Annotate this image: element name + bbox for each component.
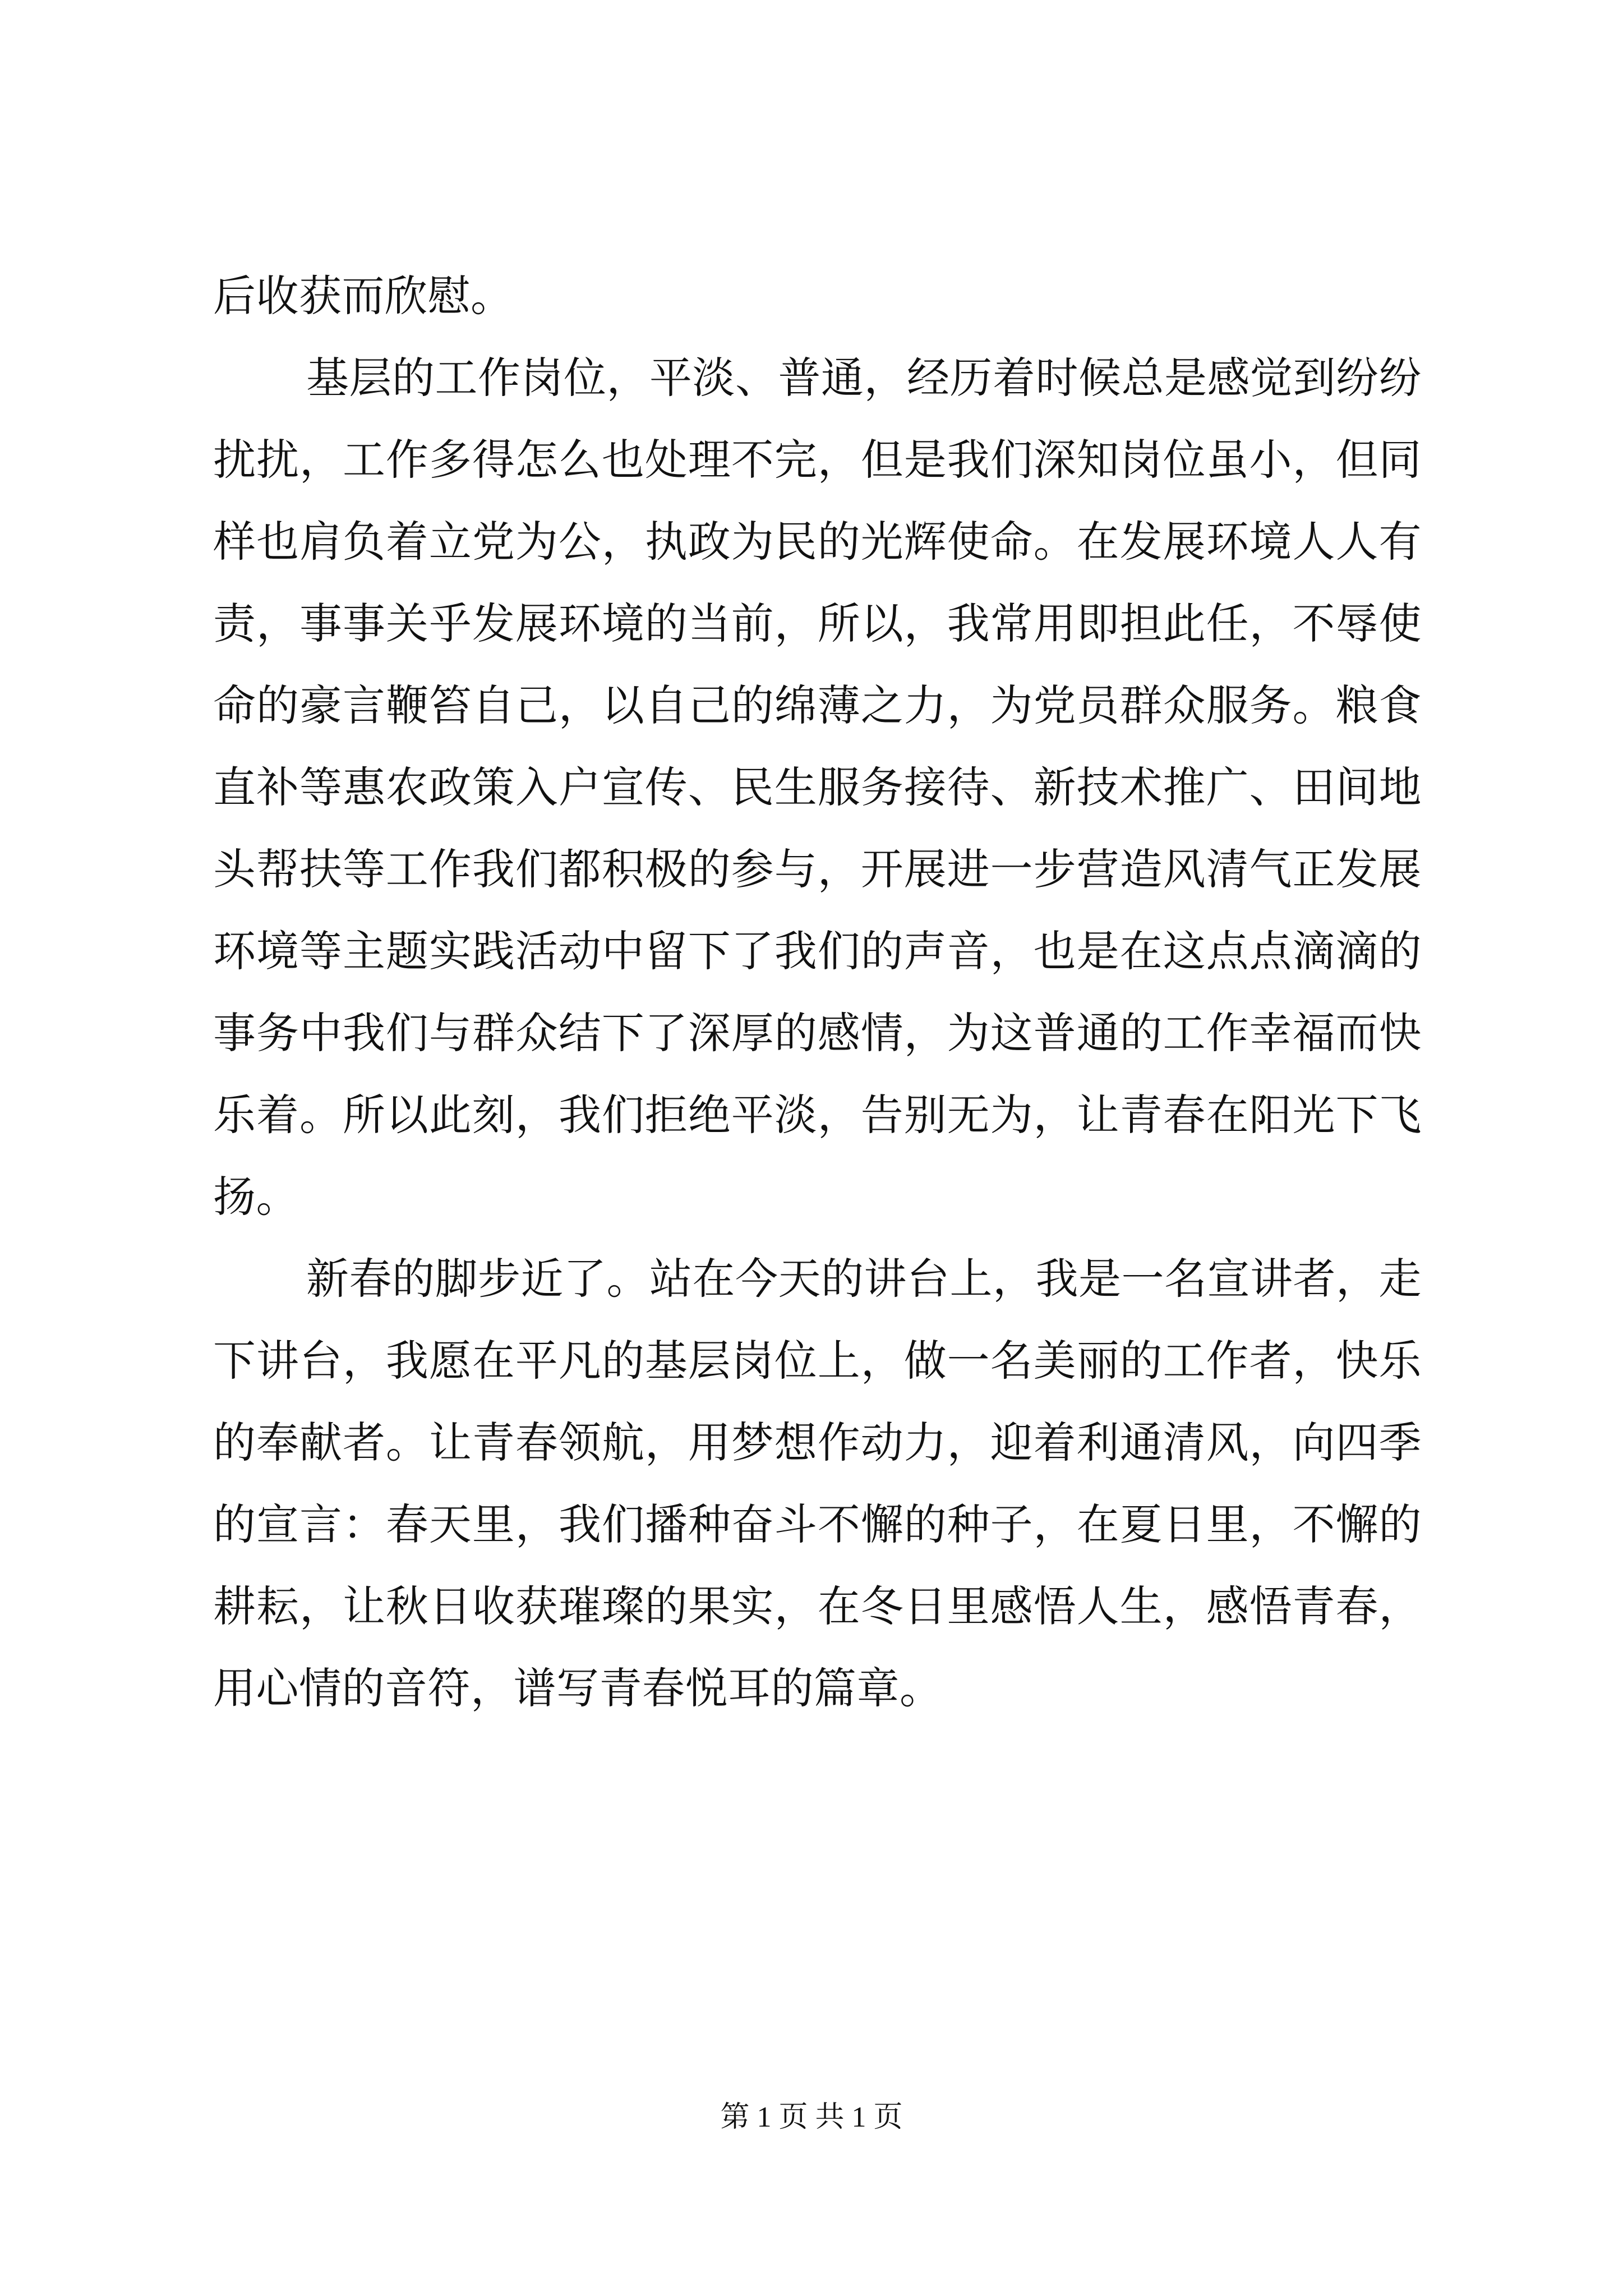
paragraph-line: 的宣言：春天里，我们播种奋斗不懈的种子，在夏日里，不懈的 xyxy=(213,1499,1422,1549)
paragraph-line: 扬。 xyxy=(213,1172,299,1222)
paragraph-1 xyxy=(213,255,1422,337)
document-body xyxy=(213,255,1422,1729)
paragraph-line: 乐着。所以此刻，我们拒绝平淡，告别无为，让青春在阳光下飞 xyxy=(213,1090,1422,1140)
paragraph-line: 环境等主题实践活动中留下了我们的声音，也是在这点点滴滴的 xyxy=(213,926,1422,976)
paragraph-line: 基层的工作岗位，平淡、普通，经历着时候总是感觉到纷纷 xyxy=(306,353,1422,403)
paragraph-line: 后收获而欣慰。 xyxy=(213,271,514,321)
paragraph-line: 扰扰，工作多得怎么也处理不完，但是我们深知岗位虽小，但同 xyxy=(213,435,1422,485)
paragraph-2 xyxy=(213,337,1422,1238)
page-number-footer: 第 1 页 共 1 页 xyxy=(720,2101,903,2133)
paragraph-line: 用心情的音符，谱写青春悦耳的篇章。 xyxy=(213,1663,943,1713)
paragraph-line: 直补等惠农政策入户宣传、民生服务接待、新技术推广、田间地 xyxy=(213,762,1422,812)
paragraph-line: 责，事事关乎发展环境的当前，所以，我常用即担此任，不辱使 xyxy=(213,599,1422,648)
paragraph-line: 下讲台，我愿在平凡的基层岗位上，做一名美丽的工作者，快乐 xyxy=(213,1336,1422,1386)
paragraph-line: 事务中我们与群众结下了深厚的感情，为这普通的工作幸福而快 xyxy=(213,1008,1422,1058)
paragraph-line: 新春的脚步近了。站在今天的讲台上，我是一名宣讲者，走 xyxy=(306,1254,1422,1304)
paragraph-3 xyxy=(213,1238,1422,1729)
paragraph-line: 耕耘，让秋日收获璀璨的果实，在冬日里感悟人生，感悟青春， xyxy=(213,1581,1422,1631)
paragraph-line: 命的豪言鞭笞自己，以自己的绵薄之力，为党员群众服务。粮食 xyxy=(213,680,1422,730)
paragraph-line: 头帮扶等工作我们都积极的参与，开展进一步营造风清气正发展 xyxy=(213,844,1422,894)
paragraph-line: 样也肩负着立党为公，执政为民的光辉使命。在发展环境人人有 xyxy=(213,517,1422,567)
paragraph-line: 的奉献者。让青春领航，用梦想作动力，迎着利通清风，向四季 xyxy=(213,1418,1422,1467)
